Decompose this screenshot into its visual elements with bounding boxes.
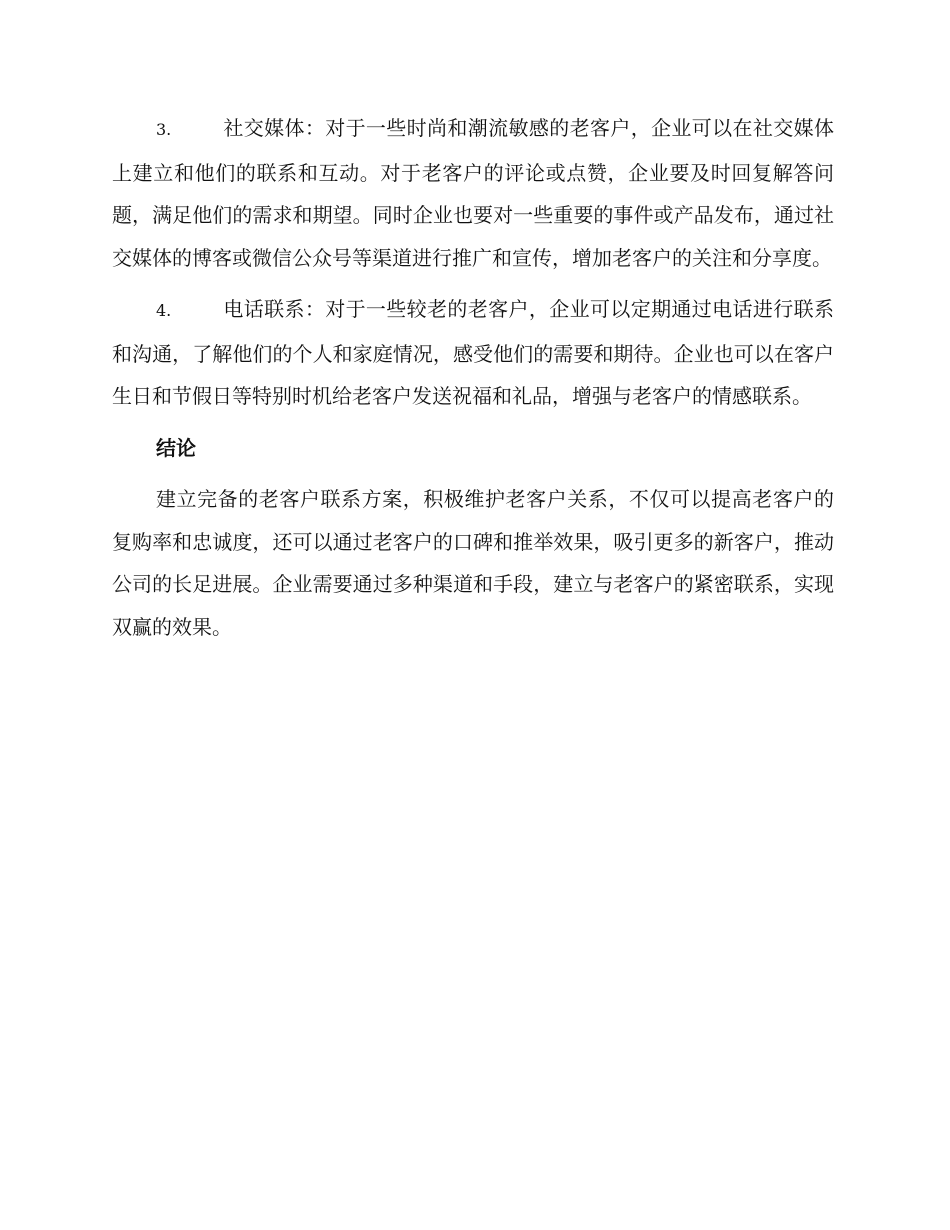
conclusion-paragraph: 建立完备的老客户联系方案，积极维护老客户关系，不仅可以提高老客户的复购率和忠诚度，还可以通过老客户的口碑和推举效果，吸引更多的新客户，推动公司的长足进展。企业需要通过多种渠道和手段，建立与老客户的紧密联系，实现双赢的效果。 — [112, 487, 834, 639]
list-item-phone-contact — [112, 288, 834, 418]
document-content — [112, 107, 834, 648]
list-item-number: 4. — [156, 301, 172, 320]
conclusion-heading: 结论 — [156, 435, 196, 460]
list-item-social-media — [112, 107, 834, 279]
list-item-number: 3. — [156, 120, 172, 139]
list-item-text: 电话联系：对于一些较老的老客户，企业可以定期通过电话进行联系和沟通，了解他们的个人和家庭情况，感受他们的需要和期待。企业也可以在客户生日和节假日等特别时机给老客户发送祝福和礼品，增强与老客户的情感联系。 — [112, 297, 834, 408]
list-item-text: 社交媒体：对于一些时尚和潮流敏感的老客户，企业可以在社交媒体上建立和他们的联系和互动。对于老客户的评论或点赞，企业要及时回复解答问题，满足他们的需求和期望。同时企业也要对一些重要的事件或产品发布，通过社交媒体的博客或微信公众号等渠道进行推广和宣传，增加老客户的关注和分享度。 — [112, 116, 834, 270]
